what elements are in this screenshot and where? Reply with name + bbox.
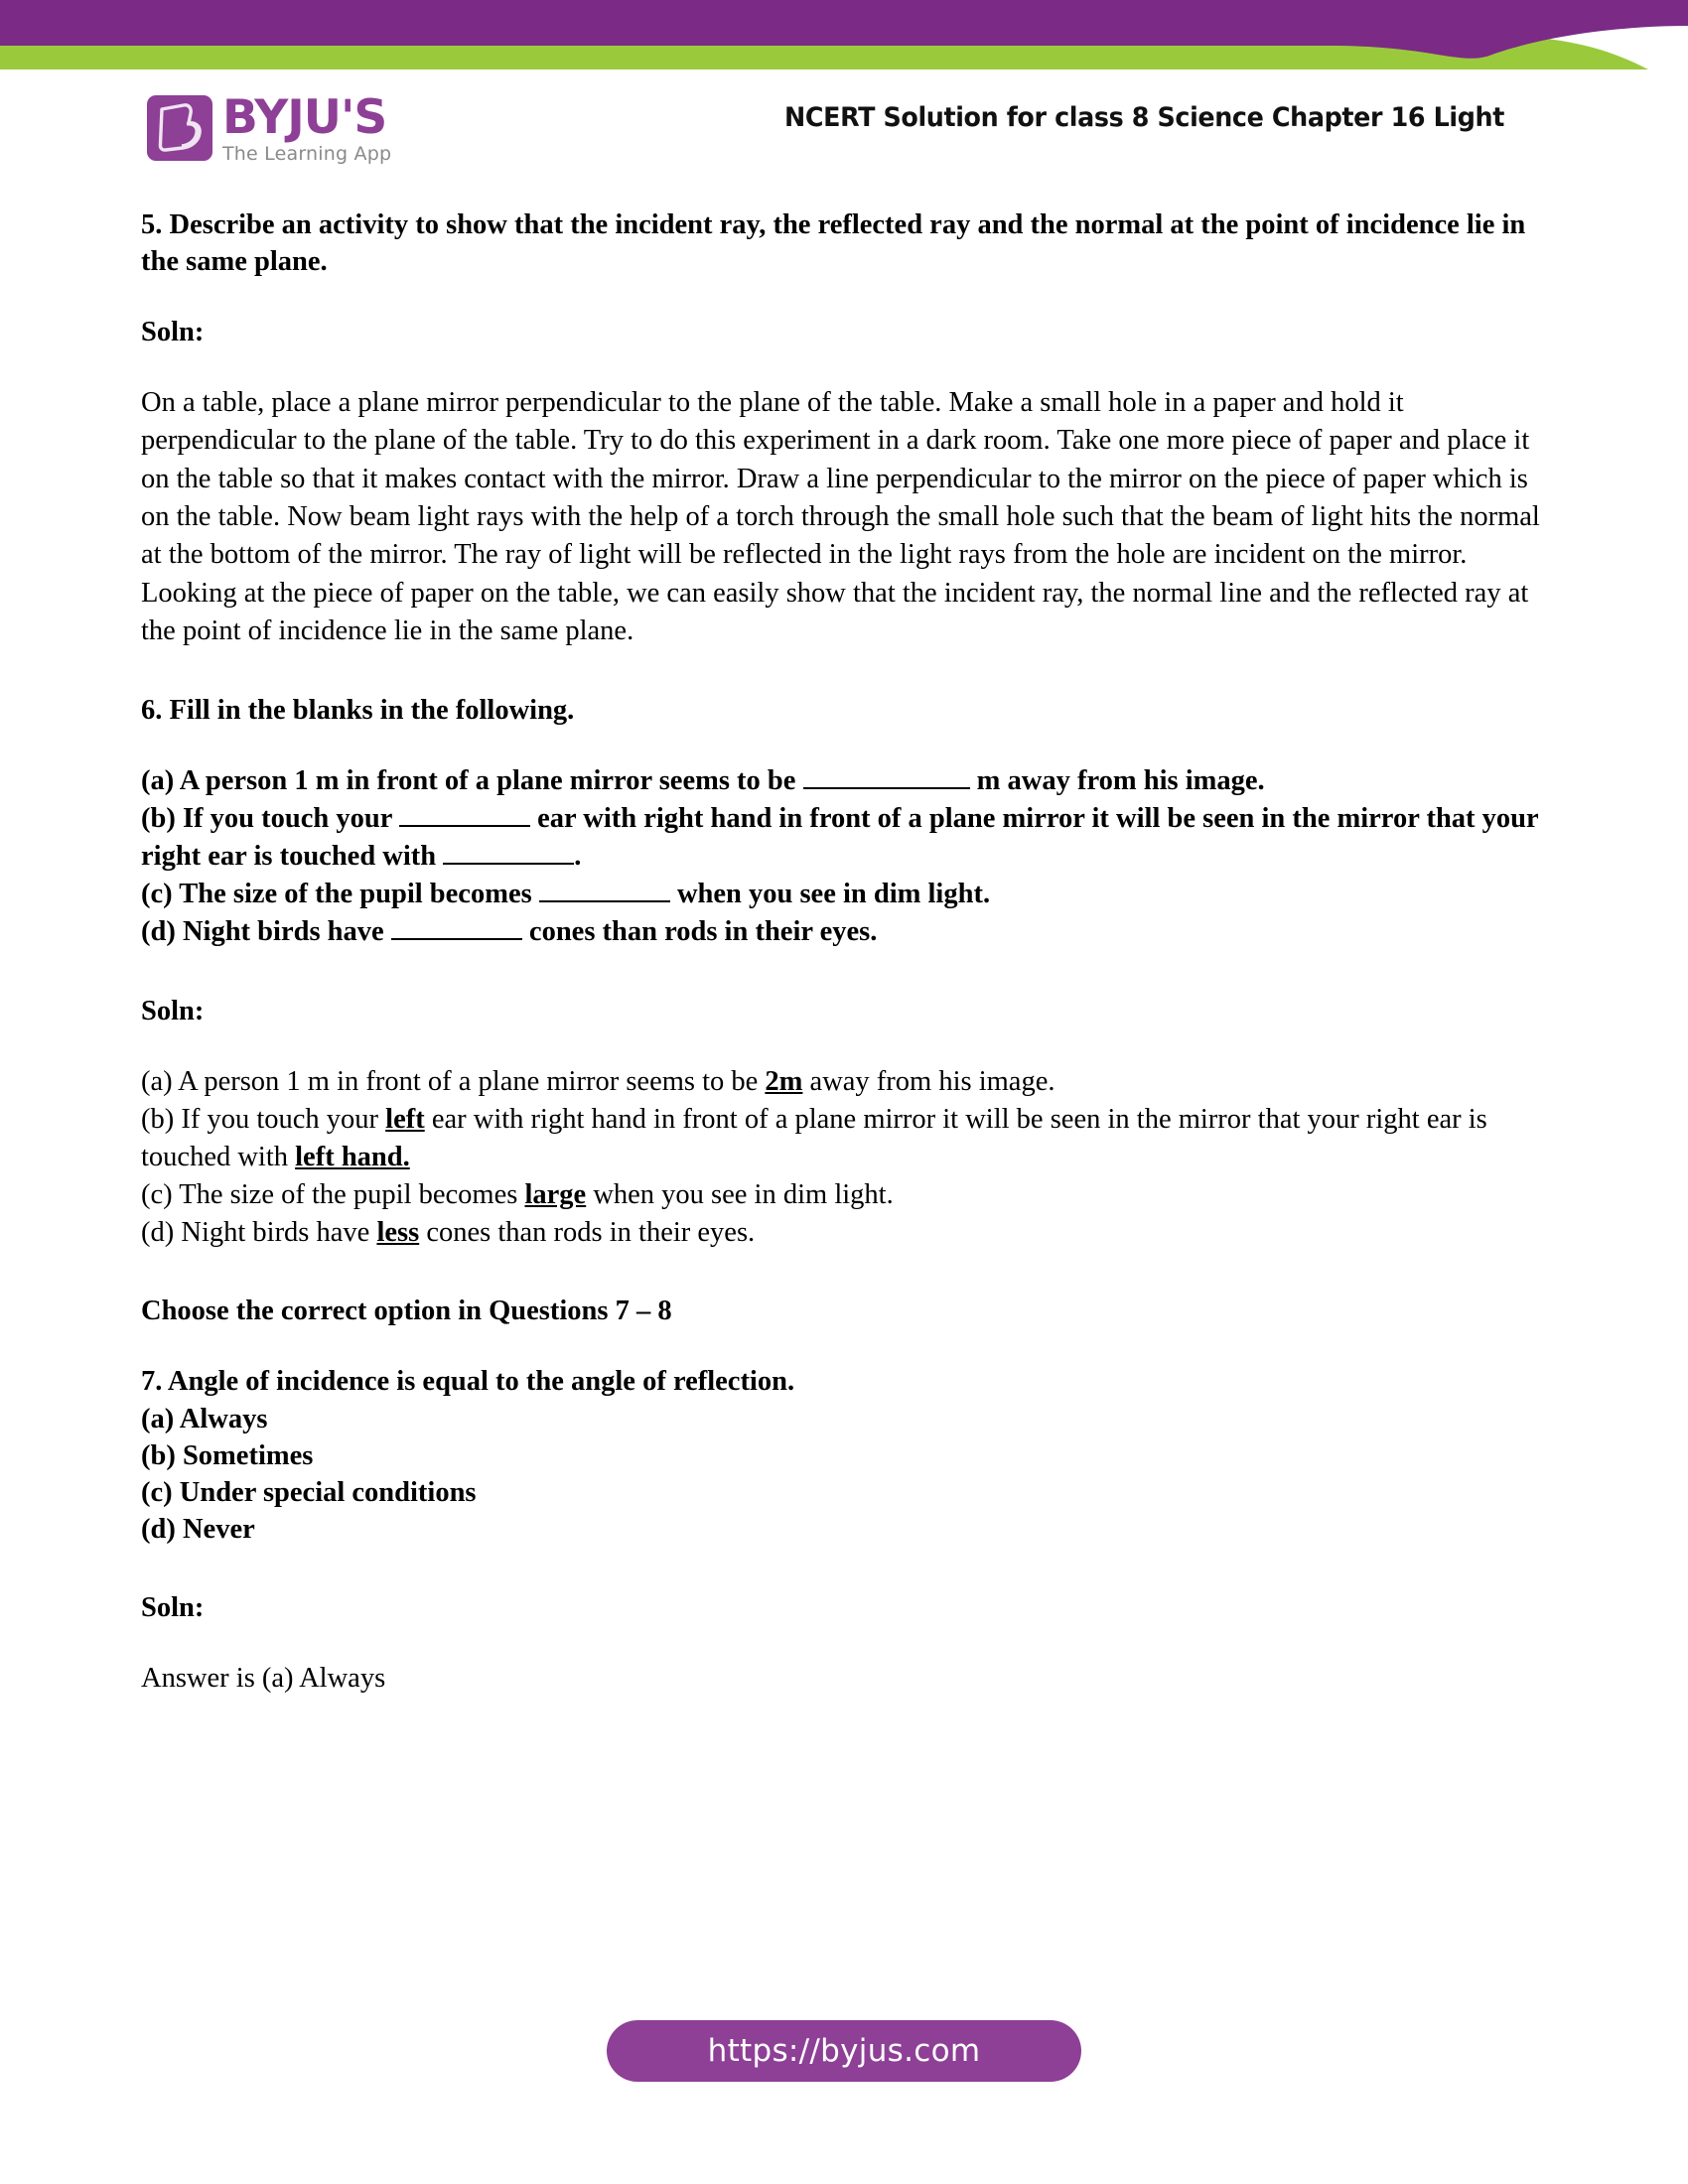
question-7-option-a: (a) Always [141,1403,268,1434]
blank-line-b2 [443,863,574,865]
byjus-url-label: https://byjus.com [707,2033,981,2069]
answer-b-fill-2: left hand. [295,1141,410,1172]
question-7-option-b: (b) Sometimes [141,1439,314,1471]
question-6-answer-a [141,1063,1543,1101]
answer-d-pre: (d) Night birds have [141,1216,377,1248]
header-decoration [0,0,1688,69]
header-purple-curve [1172,0,1688,46]
logo-wordmark: BYJU'S [222,90,387,145]
question-6-answer-b [141,1101,1543,1176]
question-6-answer-d [141,1214,1543,1252]
answer-c-pre: (c) The size of the pupil becomes [141,1178,525,1210]
byjus-url-button[interactable] [607,2020,1081,2082]
question-6-answer-c [141,1176,1543,1214]
question-7-answer: Answer is (a) Always [141,1662,386,1694]
question-7-option-d: (d) Never [141,1513,255,1545]
question-5-soln-label: Soln: [141,317,205,348]
question-7-option-c: (c) Under special conditions [141,1476,477,1508]
logo-tagline: The Learning App [222,143,392,166]
answer-d-fill: less [376,1216,420,1248]
blank-line-a [803,787,970,789]
blank-b-post: . [574,841,582,873]
question-6-heading: 6. Fill in the blanks in the following. [141,695,575,727]
answer-b-mid: ear with right hand in front of a plane mirror it will be seen in the mirror that your right ear is touched with [141,1103,1487,1172]
question-7-heading: 7. Angle of incidence is equal to the angle of reflection. [141,1366,795,1398]
answer-c-post: when you see in dim light. [586,1178,894,1210]
answer-a-pre: (a) A person 1 m in front of a plane mirror seems to be [141,1065,766,1097]
blank-c-post: when you see in dim light. [669,879,991,910]
blank-a-pre: (a) A person 1 m in front of a plane mirror seems to be [141,765,803,797]
blank-d-pre: (d) Night birds have [141,916,391,948]
answer-a-post: away from his image. [802,1065,1055,1097]
question-5-answer: On a table, place a plane mirror perpendicular to the plane of the table. Make a small hole in a paper and hold it perpendicular to the plane of the table. Try to do this experiment in a dark room. Take one more piece of paper and place it on the table so that it makes contact with the mirror. Draw a line perpendicular to the mirror on the piece of paper which is on the table. Now beam light rays with the help of a torch through the small hole such that the beam of light hits the normal at the bottom of the mirror. The ray of light will be reflected in the light rays from the hole are incident on the mirror. Looking at the piece of paper on the table, we can easily show that the incident ray, the normal line and the reflected ray at the point of incidence lie in the same plane. [141,387,1540,647]
answer-b-pre: (b) If you touch your [141,1103,386,1135]
answer-a-fill: 2m [765,1065,803,1097]
answer-d-post: cones than rods in their eyes. [419,1216,756,1248]
blank-b-pre: (b) If you touch your [141,803,399,835]
blank-line-b1 [399,825,530,827]
header-green-band [0,34,1648,69]
blank-c-pre: (c) The size of the pupil becomes [141,879,539,910]
blank-a-post: m away from his image. [969,765,1265,797]
question-6-soln-label: Soln: [141,995,205,1026]
page-title: NCERT Solution for class 8 Science Chapter 16 Light [784,102,1504,133]
byjus-logo [147,90,392,166]
question-5-heading: 5. Describe an activity to show that the incident ray, the reflected ray and the normal at the point of incidence lie in the same plane. [141,209,1526,278]
question-6-blank-c [141,876,1543,913]
answer-c-fill: large [524,1178,587,1210]
blank-d-post: cones than rods in their eyes. [521,916,878,948]
byjus-b-monogram-icon [147,95,212,161]
question-7-soln-label: Soln: [141,1591,205,1623]
answer-b-fill-1: left [385,1103,425,1135]
question-6-blank-b [141,800,1543,876]
blank-b-mid: ear with right hand in front of a plane mirror it will be seen in the mirror that your right ear is touched with [141,803,1539,873]
question-6-blank-a [141,762,1543,800]
blank-line-d [391,938,522,940]
question-6-blank-d [141,913,1543,951]
blank-line-c [539,900,670,902]
document-body [141,206,1543,1698]
header-purple-band [0,0,1688,59]
choose-option-heading: Choose the correct option in Questions 7 – 8 [141,1296,672,1327]
